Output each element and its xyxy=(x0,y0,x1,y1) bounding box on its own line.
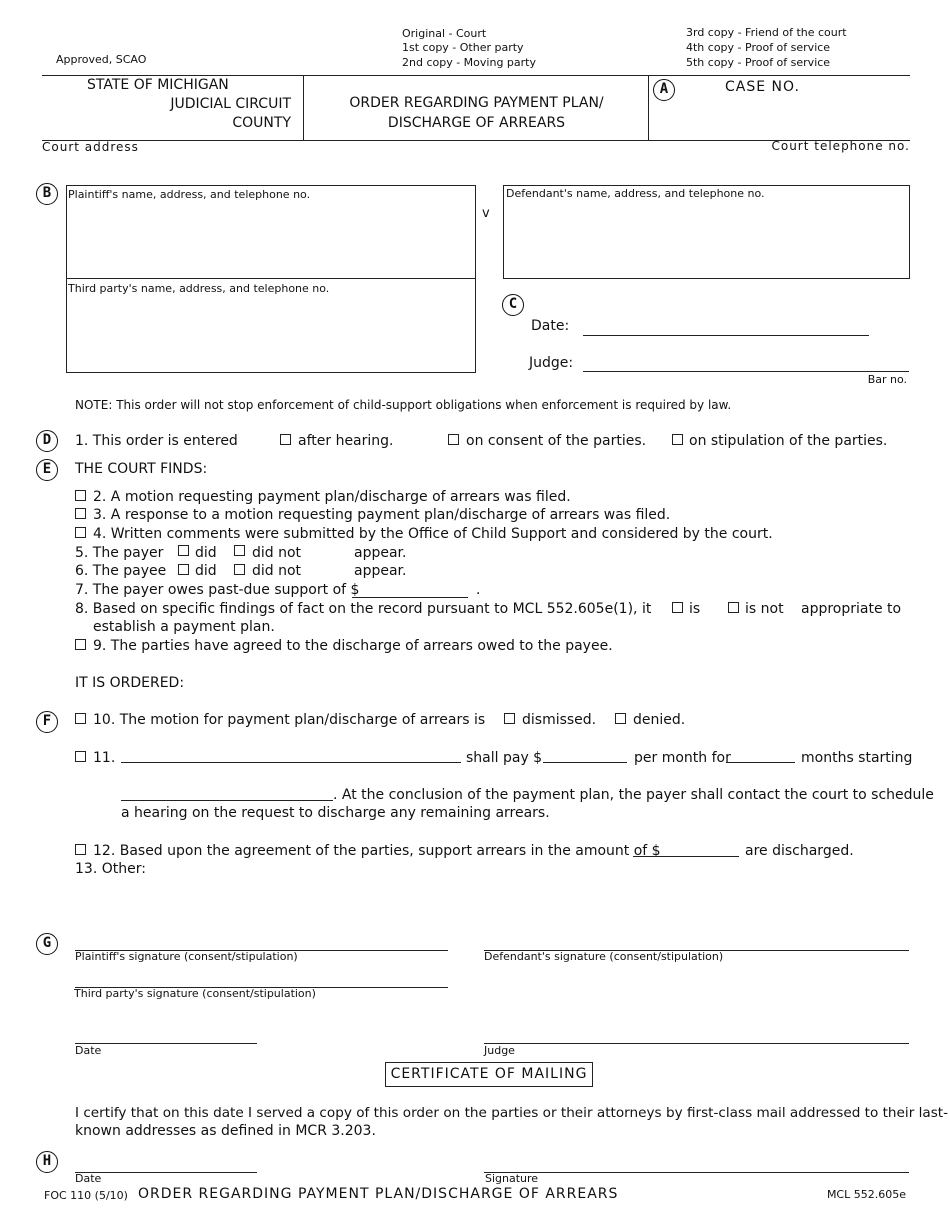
court-telephone-label: Court telephone no. xyxy=(771,139,910,153)
judge-signature-label: Judge xyxy=(484,1044,515,1057)
item8-text: 8. Based on specific findings of fact on the record pursuant to MCL 552.605e(1), it xyxy=(75,601,652,617)
mailing-date-line[interactable] xyxy=(75,1172,257,1173)
monthly-amount-field[interactable] xyxy=(543,762,627,763)
mailing-signature-label: Signature xyxy=(485,1172,539,1185)
item8-is-not-checkbox[interactable] xyxy=(728,602,739,613)
consent-checkbox[interactable] xyxy=(448,434,459,445)
judge-signature-line[interactable] xyxy=(484,1043,909,1044)
stipulation-checkbox[interactable] xyxy=(672,434,683,445)
item12-checkbox[interactable] xyxy=(75,844,86,855)
judge-field[interactable] xyxy=(583,371,909,372)
marker-a: A xyxy=(653,79,675,101)
plaintiff-signature-label: Plaintiff's signature (consent/stipulation) xyxy=(75,950,298,963)
versus-label: v xyxy=(482,206,490,221)
dismissed-label: dismissed. xyxy=(522,712,597,728)
payee-appear-label: appear. xyxy=(354,563,407,579)
footer-title: ORDER REGARDING PAYMENT PLAN/DISCHARGE OF ARREARS xyxy=(138,1186,619,1202)
item8-is-label: is xyxy=(689,601,701,617)
copy-original: Original - Court xyxy=(402,27,487,40)
item3-text: 3. A response to a motion requesting payment plan/discharge of arrears was filed. xyxy=(93,507,671,523)
arrears-amount-field[interactable] xyxy=(633,856,739,857)
form-title-line1: ORDER REGARDING PAYMENT PLAN/ xyxy=(349,95,604,111)
marker-g: G xyxy=(36,933,58,955)
consent-label: on consent of the parties. xyxy=(466,433,647,449)
statute-reference: MCL 552.605e xyxy=(826,1188,906,1201)
item13-text: 13. Other: xyxy=(75,861,146,877)
marker-e: E xyxy=(36,459,58,481)
dismissed-checkbox[interactable] xyxy=(504,713,515,724)
mailing-date-label: Date xyxy=(75,1172,102,1185)
item8-tail: appropriate to xyxy=(801,601,902,617)
payer-name-field[interactable] xyxy=(121,762,461,763)
item2-checkbox[interactable] xyxy=(75,490,86,501)
shall-pay-label: shall pay $ xyxy=(466,750,543,766)
note-text: NOTE: This order will not stop enforcement of child-support obligations when enforcement is required by law. xyxy=(75,398,732,412)
copy-third: 3rd copy - Friend of the court xyxy=(686,26,847,39)
marker-b: B xyxy=(36,183,58,205)
item8-is-checkbox[interactable] xyxy=(672,602,683,613)
form-title-line2: DISCHARGE OF ARREARS xyxy=(387,115,566,131)
order-date-line[interactable] xyxy=(75,1043,257,1044)
item9-text: 9. The parties have agreed to the discharge of arrears owed to the payee. xyxy=(93,638,613,654)
copy-second: 2nd copy - Moving party xyxy=(402,56,536,69)
third-party-label: Third party's name, address, and telephone no. xyxy=(68,282,330,295)
certificate-title: CERTIFICATE OF MAILING xyxy=(390,1066,588,1082)
header-top-rule xyxy=(42,75,910,76)
payee-did-label: did xyxy=(195,563,217,579)
item1-text: 1. This order is entered xyxy=(75,433,238,449)
item7-text: 7. The payer owes past-due support of $ xyxy=(75,582,360,598)
payer-did-checkbox[interactable] xyxy=(178,545,189,556)
months-count-field[interactable] xyxy=(726,762,795,763)
state-label: STATE OF MICHIGAN xyxy=(87,77,229,93)
certificate-line2: known addresses as defined in MCR 3.203. xyxy=(75,1123,376,1139)
item11-conclusion: . At the conclusion of the payment plan, the payer shall contact the court to schedule xyxy=(333,787,934,803)
defendant-label: Defendant's name, address, and telephone no. xyxy=(506,187,765,200)
payee-did-not-label: did not xyxy=(252,563,302,579)
bar-no-label: Bar no. xyxy=(867,373,907,386)
item11-line3: a hearing on the request to discharge any remaining arrears. xyxy=(121,805,550,821)
ordered-heading: IT IS ORDERED: xyxy=(75,675,185,691)
certificate-line1: I certify that on this date I served a copy of this order on the parties or their attorneys by first-class mail addressed to their last- xyxy=(75,1105,949,1121)
findings-heading: THE COURT FINDS: xyxy=(75,461,208,477)
payer-appear-label: appear. xyxy=(354,545,407,561)
item10-checkbox[interactable] xyxy=(75,713,86,724)
item7-end: . xyxy=(476,582,481,598)
form-number: FOC 110 (5/10) xyxy=(44,1189,128,1202)
item4-checkbox[interactable] xyxy=(75,527,86,538)
third-party-signature-label: Third party's signature (consent/stipulation) xyxy=(74,987,316,1000)
marker-c: C xyxy=(502,294,524,316)
item8-line2: establish a payment plan. xyxy=(93,619,275,635)
plaintiff-label: Plaintiff's name, address, and telephone no. xyxy=(68,188,311,201)
after-hearing-checkbox[interactable] xyxy=(280,434,291,445)
start-date-field[interactable] xyxy=(121,800,333,801)
item12-text: 12. Based upon the agreement of the parties, support arrears in the amount of $ xyxy=(93,843,661,859)
per-month-label: per month for xyxy=(634,750,731,766)
mailing-signature-line[interactable] xyxy=(484,1172,909,1173)
date-label: Date: xyxy=(531,318,570,334)
item8-is-not-label: is not xyxy=(745,601,784,617)
past-due-amount-field[interactable] xyxy=(352,597,468,598)
marker-h: H xyxy=(36,1151,58,1173)
months-starting-label: months starting xyxy=(801,750,913,766)
item3-checkbox[interactable] xyxy=(75,508,86,519)
item12-end: are discharged. xyxy=(745,843,854,859)
date-field[interactable] xyxy=(583,335,869,336)
item6-text: 6. The payee xyxy=(75,563,167,579)
payer-did-not-label: did not xyxy=(252,545,302,561)
court-address-label: Court address xyxy=(42,140,139,154)
marker-d: D xyxy=(36,430,58,452)
after-hearing-label: after hearing. xyxy=(298,433,394,449)
copy-fourth: 4th copy - Proof of service xyxy=(686,41,831,54)
item10-text: 10. The motion for payment plan/discharge of arrears is xyxy=(93,712,486,728)
item11-checkbox[interactable] xyxy=(75,751,86,762)
defendant-signature-label: Defendant's signature (consent/stipulation) xyxy=(484,950,724,963)
payee-did-not-checkbox[interactable] xyxy=(234,564,245,575)
payee-did-checkbox[interactable] xyxy=(178,564,189,575)
payer-did-label: did xyxy=(195,545,217,561)
copy-fifth: 5th copy - Proof of service xyxy=(686,56,831,69)
stipulation-label: on stipulation of the parties. xyxy=(689,433,888,449)
item5-text: 5. The payer xyxy=(75,545,164,561)
item2-text: 2. A motion requesting payment plan/discharge of arrears was filed. xyxy=(93,489,571,505)
copy-first: 1st copy - Other party xyxy=(402,41,524,54)
payer-did-not-checkbox[interactable] xyxy=(234,545,245,556)
order-date-label: Date xyxy=(75,1044,102,1057)
item11-number: 11. xyxy=(93,750,116,766)
case-no-label: CASE NO. xyxy=(725,79,800,95)
court-label: JUDICIAL CIRCUIT xyxy=(170,96,291,112)
approved-label: Approved, SCAO xyxy=(56,53,147,66)
judge-label: Judge: xyxy=(529,355,574,371)
item4-text: 4. Written comments were submitted by the Office of Child Support and considered by the court. xyxy=(93,526,773,542)
denied-checkbox[interactable] xyxy=(615,713,626,724)
county-label: COUNTY xyxy=(232,115,291,131)
marker-f: F xyxy=(36,711,58,733)
denied-label: denied. xyxy=(633,712,686,728)
item9-checkbox[interactable] xyxy=(75,639,86,650)
